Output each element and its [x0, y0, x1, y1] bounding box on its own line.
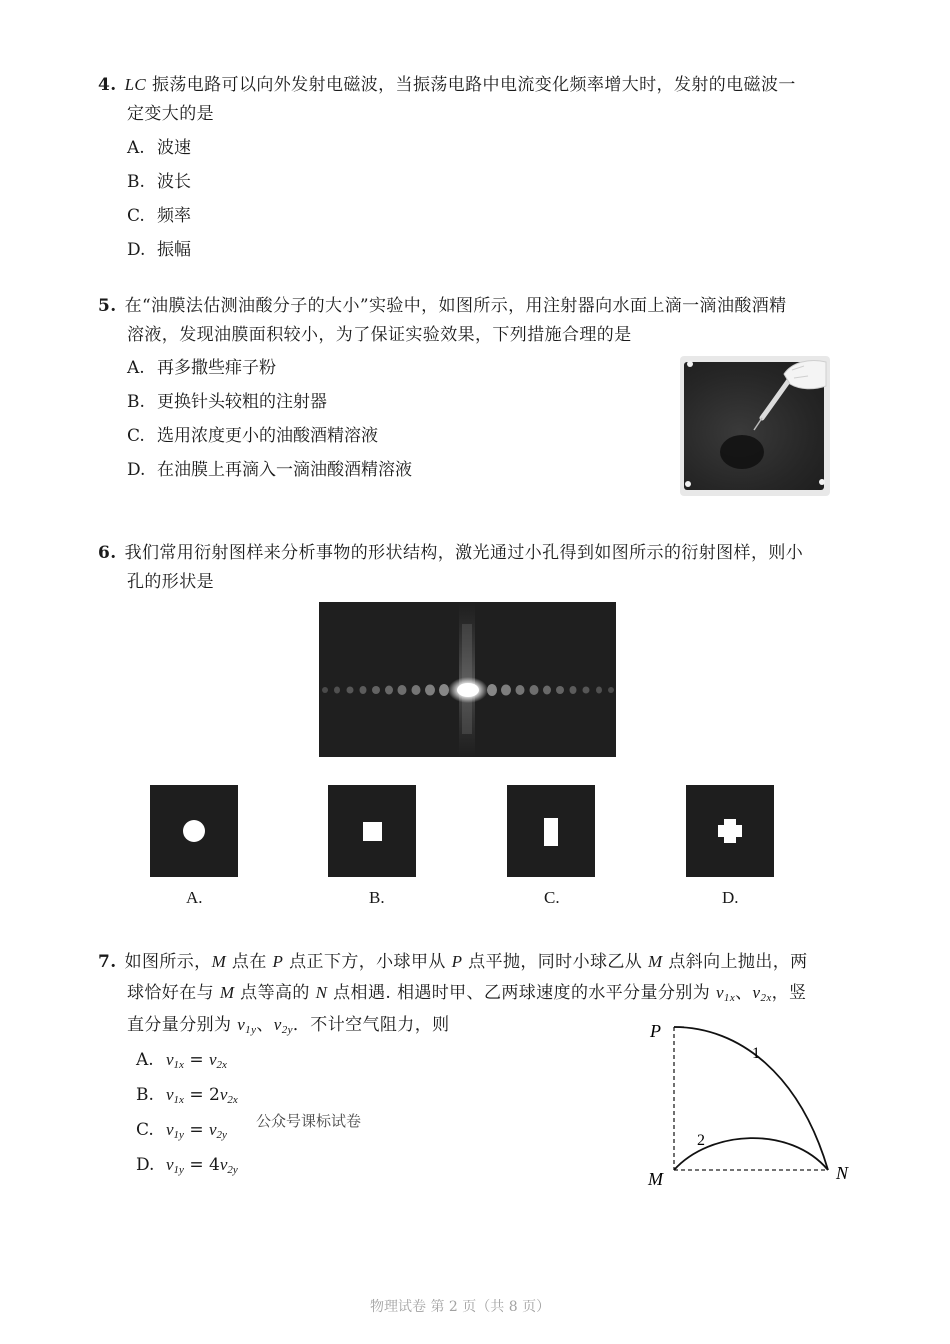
q5-option-b: B. 更换针头较粗的注射器: [127, 392, 327, 412]
q4-option-a: A. 波速: [127, 138, 191, 158]
square-aperture-icon: [328, 785, 416, 877]
q5-option-c: C. 选用浓度更小的油酸酒精溶液: [127, 426, 378, 446]
aperture-label-b: B.: [369, 888, 385, 907]
cross-aperture-icon: [686, 785, 774, 877]
q7-option-c: C. $v_{1y} = v_{2y}$: [136, 1120, 227, 1141]
q4-option-b: B. 波长: [127, 172, 191, 192]
q6-stem-line1: 6. 我们常用衍射图样来分析事物的形状结构，激光通过小孔得到如图所示的衍射图样，则小: [98, 543, 804, 563]
watermark-text: 公众号课标试卷: [256, 1112, 362, 1130]
syringe-hand-illustration: [680, 356, 830, 496]
aperture-label-c: C.: [544, 888, 560, 907]
aperture-label-d: D.: [722, 888, 739, 907]
q7-stem-line3: 直分量分别为 $v_{1y}$、$v_{2y}$．不计空气阻力，则: [127, 1015, 450, 1036]
q7-option-b: B. $v_{1x} = 2v_{2x}$: [136, 1085, 238, 1106]
q5-number: 5.: [98, 296, 117, 316]
q6-stem-line2: 孔的形状是: [127, 572, 214, 592]
label-curve-1: 1: [752, 1045, 760, 1062]
page-footer: 物理试卷 第 2 页（共 8 页）: [370, 1299, 551, 1315]
aperture-option-c: [507, 785, 595, 877]
q4-lc: LC: [124, 75, 147, 94]
label-curve-2: 2: [697, 1132, 705, 1149]
q4-stem-line2: 定变大的是: [127, 104, 214, 124]
label-M: M: [648, 1169, 663, 1189]
aperture-option-a: [150, 785, 238, 877]
q4-option-c: C. 频率: [127, 206, 191, 226]
q4-option-d: D. 振幅: [127, 240, 191, 260]
aperture-option-d: [686, 785, 774, 877]
aperture-label-a: A.: [186, 888, 203, 907]
q7-number: 7.: [98, 952, 117, 972]
q5-stem-line1: 5. 在“油膜法估测油酸分子的大小”实验中，如图所示，用注射器向水面上滴一滴油酸酒精: [98, 296, 787, 316]
q5-option-d: D. 在油膜上再滴入一滴油酸酒精溶液: [127, 460, 412, 480]
q4-stem-line1: [98, 70, 796, 95]
q7-option-d: D. $v_{1y} = 4v_{2y}$: [136, 1155, 238, 1176]
rectangle-aperture-icon: [507, 785, 595, 877]
q6-number: 6.: [98, 543, 117, 563]
q7-stem-line1: 7. 如图所示，M 点在 P 点正下方，小球甲从 P 点平抛，同时小球乙从 M 点斜向上抛出，两: [98, 952, 808, 972]
diffraction-fringes: [319, 602, 616, 757]
q5-stem-line2: 溶液，发现油膜面积较小，为了保证实验效果，下列措施合理的是: [127, 325, 632, 345]
q4-number: 4.: [98, 75, 117, 95]
q7-option-a: A. $v_{1x} = v_{2x}$: [136, 1050, 227, 1071]
aperture-option-b: [328, 785, 416, 877]
oil-film-experiment-photo: [680, 356, 830, 496]
label-N: N: [836, 1163, 849, 1183]
q5-option-a: A. 再多撒些痱子粉: [127, 358, 276, 378]
label-P: P: [650, 1021, 661, 1041]
q7-stem-line2: 球恰好在与 M 点等高的 N 点相遇. 相遇时甲、乙两球速度的水平分量分别为 $v_{1x}$、$v_{2x}$，竖: [127, 983, 807, 1004]
q4-stem-text: 振荡电路可以向外发射电磁波，当振荡电路中电流变化频率增大时，发射的电磁波一: [146, 75, 796, 95]
circle-aperture-icon: [150, 785, 238, 877]
projectile-diagram: [640, 1015, 860, 1190]
diffraction-pattern-image: [319, 602, 616, 757]
